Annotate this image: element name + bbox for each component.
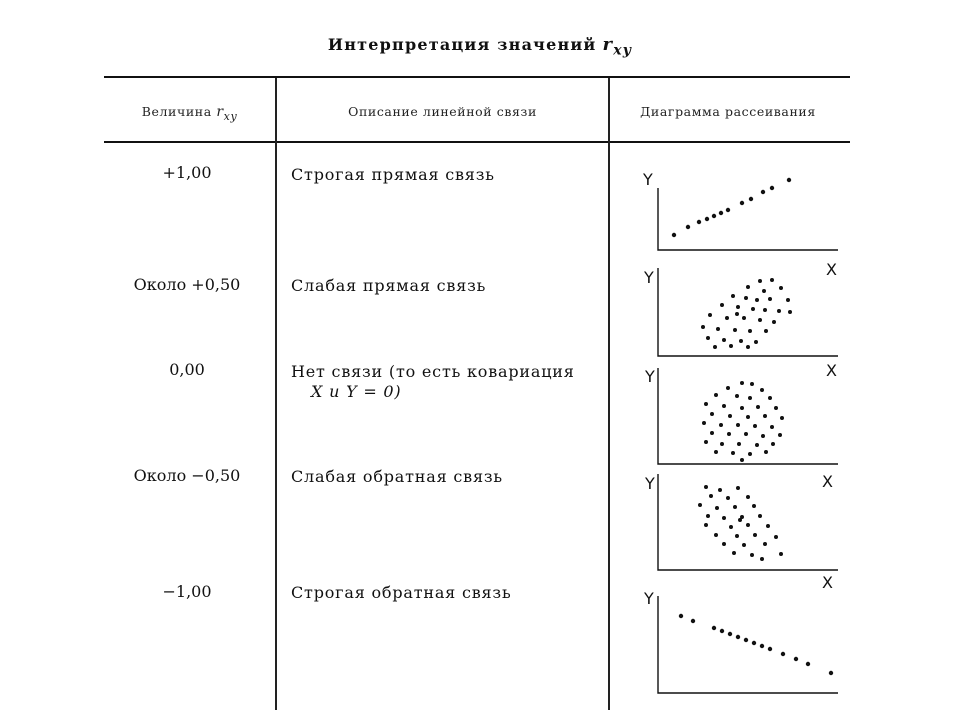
plot-3-point-10 <box>722 404 726 408</box>
plot-3-point-13 <box>774 406 778 410</box>
plot-3-point-21 <box>736 423 740 427</box>
plot-2-point-23 <box>733 328 737 332</box>
plot-3-point-7 <box>748 396 752 400</box>
plot-4-axes <box>658 474 838 570</box>
plot-4-point-25 <box>763 542 767 546</box>
plot-5-point-3 <box>712 626 716 630</box>
plot-4-point-4 <box>709 494 713 498</box>
plot-2-point-29 <box>754 340 758 344</box>
plot-4-point-26 <box>732 551 736 555</box>
plot-2-point-27 <box>722 338 726 342</box>
plot-3-point-2 <box>750 382 754 386</box>
plot-2-y-label: Y <box>644 268 654 287</box>
plot-3-point-26 <box>744 432 748 436</box>
plot-4-point-3 <box>736 486 740 490</box>
plot-2-point-13 <box>751 307 755 311</box>
row-value-2: Около +0,50 <box>133 275 241 294</box>
plot-3-point-24 <box>710 431 714 435</box>
row-description-5: Строгая обратная связь <box>291 583 512 602</box>
plot-4-point-10 <box>752 504 756 508</box>
plot-3-y-label: Y <box>645 367 655 386</box>
plot-3-point-32 <box>755 443 759 447</box>
plot-4-point-17 <box>746 523 750 527</box>
plot-4-point-22 <box>774 535 778 539</box>
plot-3-point-17 <box>763 414 767 418</box>
plot-2-point-18 <box>742 316 746 320</box>
plot-4-point-9 <box>733 505 737 509</box>
plot-5-point-9 <box>760 644 764 648</box>
plot-3-point-23 <box>770 425 774 429</box>
plot-4-point-18 <box>766 524 770 528</box>
plot-3-point-6 <box>735 394 739 398</box>
rxy-symbol: $r_{xy}$ <box>602 34 633 59</box>
plot-2-point-32 <box>746 345 750 349</box>
plot-1-point-4 <box>705 217 709 221</box>
plot-4-point-11 <box>706 514 710 518</box>
plot-3-point-16 <box>746 415 750 419</box>
plot-5-point-6 <box>736 635 740 639</box>
plot-3-point-37 <box>764 450 768 454</box>
plot-2-point-26 <box>706 336 710 340</box>
plot-4-point-16 <box>729 525 733 529</box>
plot-1-point-2 <box>686 225 690 229</box>
header-description: Описание линейной связи <box>348 104 537 119</box>
plot-2-point-19 <box>758 318 762 322</box>
plot-3-point-19 <box>702 421 706 425</box>
plot-4-point-6 <box>746 495 750 499</box>
plot-5-point-4 <box>720 629 724 633</box>
plot-1-point-12 <box>787 178 791 182</box>
plot-4-point-19 <box>714 533 718 537</box>
plot-1-points <box>672 178 791 237</box>
plot-5-point-10 <box>768 647 772 651</box>
plot-4-point-24 <box>742 543 746 547</box>
plot-4-point-5 <box>726 496 730 500</box>
plot-4-point-30 <box>738 518 742 522</box>
plot-4-y-label: Y <box>645 474 655 493</box>
plot-4-point-23 <box>722 542 726 546</box>
plot-2-point-1 <box>758 279 762 283</box>
plot-4-point-8 <box>715 506 719 510</box>
plot-2-point-10 <box>786 298 790 302</box>
axis-labels <box>642 170 837 608</box>
plot-5-point-12 <box>794 657 798 661</box>
plot-3-point-31 <box>737 442 741 446</box>
plot-4-points <box>698 485 783 561</box>
plot-5-point-2 <box>691 619 695 623</box>
plot-3-point-5 <box>714 393 718 397</box>
plot-2-point-34 <box>788 310 792 314</box>
plot-3-point-34 <box>714 450 718 454</box>
plot-2-point-17 <box>725 316 729 320</box>
plot-4-point-14 <box>758 514 762 518</box>
plot-2-point-24 <box>748 329 752 333</box>
plot-4-point-15 <box>704 523 708 527</box>
plot-1-point-5 <box>712 214 716 218</box>
plot-3-point-28 <box>778 433 782 437</box>
plot-2-point-20 <box>772 320 776 324</box>
plot-3-point-18 <box>780 416 784 420</box>
plot-5-y-label: Y <box>644 589 654 608</box>
plot-1-point-9 <box>749 197 753 201</box>
plot-2-axes <box>658 268 838 356</box>
plot-4-point-2 <box>718 488 722 492</box>
plot-1-point-11 <box>770 186 774 190</box>
plot-5-point-11 <box>781 652 785 656</box>
plot-4-point-27 <box>750 553 754 557</box>
plot-1-point-10 <box>761 190 765 194</box>
row-description-4: Слабая обратная связь <box>291 467 503 486</box>
plot-4-point-12 <box>722 516 726 520</box>
row-value-4: Около −0,50 <box>133 466 241 485</box>
row-description-3: Нет связи (то есть ковариация X и Y = 0) <box>291 362 575 401</box>
plot-3-point-15 <box>728 414 732 418</box>
plot-2-point-3 <box>746 285 750 289</box>
plot-2-point-22 <box>716 327 720 331</box>
plot-2-x-label: X <box>826 361 837 380</box>
plot-3-x-label: X <box>822 472 833 491</box>
plot-3-point-22 <box>753 424 757 428</box>
row-value-5: −1,00 <box>162 582 212 601</box>
plot-4-point-7 <box>698 503 702 507</box>
plot-3-point-12 <box>756 405 760 409</box>
plot-5-point-8 <box>752 641 756 645</box>
plot-3-point-36 <box>748 452 752 456</box>
plot-4-x-label: X <box>822 573 833 592</box>
plot-2-point-28 <box>739 339 743 343</box>
plot-3-point-11 <box>740 406 744 410</box>
plot-3-point-25 <box>727 432 731 436</box>
plot-2-point-25 <box>764 329 768 333</box>
plot-4-point-1 <box>704 485 708 489</box>
row-value-3: 0,00 <box>169 360 205 379</box>
plot-3-point-14 <box>710 412 714 416</box>
plot-2-point-2 <box>770 278 774 282</box>
plot-2-point-5 <box>779 286 783 290</box>
plot-1-point-1 <box>672 233 676 237</box>
plot-1-point-6 <box>719 211 723 215</box>
plot-1-axes <box>658 188 838 250</box>
plot-2-point-4 <box>762 289 766 293</box>
header-diagram: Диаграмма рассеивания <box>640 104 816 119</box>
plot-1-point-8 <box>740 201 744 205</box>
plot-3-point-20 <box>719 423 723 427</box>
plot-5-point-1 <box>679 614 683 618</box>
plot-4-point-21 <box>753 533 757 537</box>
plot-3-point-30 <box>720 442 724 446</box>
plot-3-point-8 <box>768 396 772 400</box>
plot-2-point-30 <box>713 345 717 349</box>
table-title-text: Интерпретация значений <box>327 35 597 54</box>
row-value-1: +1,00 <box>162 163 212 182</box>
plot-5-axes <box>658 596 838 693</box>
plot-2-point-15 <box>777 309 781 313</box>
plot-4-point-20 <box>735 534 739 538</box>
plot-axes <box>658 188 838 693</box>
plot-1-x-label: X <box>826 260 837 279</box>
plot-4-point-28 <box>779 552 783 556</box>
plot-2-point-12 <box>736 305 740 309</box>
plot-2-point-9 <box>768 297 772 301</box>
plot-4-point-29 <box>760 557 764 561</box>
plot-3-point-9 <box>704 402 708 406</box>
plot-1-point-7 <box>726 208 730 212</box>
plot-3-point-35 <box>731 451 735 455</box>
plot-3-point-4 <box>760 388 764 392</box>
row-description-2: Слабая прямая связь <box>291 276 487 295</box>
plot-2-point-16 <box>708 313 712 317</box>
plot-2-point-6 <box>731 294 735 298</box>
plot-1-point-3 <box>697 220 701 224</box>
plot-3-point-38 <box>740 458 744 462</box>
plot-5-point-7 <box>744 638 748 642</box>
plot-2-point-33 <box>735 312 739 316</box>
plot-5-point-13 <box>806 662 810 666</box>
plot-3-point-1 <box>740 381 744 385</box>
plot-5-points <box>679 614 833 675</box>
plot-3-point-33 <box>771 442 775 446</box>
header-value: Величина $r_{xy}$ <box>141 104 238 123</box>
plot-2-point-21 <box>701 325 705 329</box>
plot-5-point-14 <box>829 671 833 675</box>
plot-2-points <box>701 278 792 349</box>
plot-2-point-7 <box>744 296 748 300</box>
plot-5-point-5 <box>728 632 732 636</box>
plot-2-point-11 <box>720 303 724 307</box>
plot-3-point-27 <box>761 434 765 438</box>
plot-2-point-31 <box>729 344 733 348</box>
plot-2-point-8 <box>755 298 759 302</box>
plot-2-point-14 <box>763 308 767 312</box>
plot-3-point-29 <box>704 440 708 444</box>
plot-3-points <box>702 381 784 462</box>
plot-3-point-3 <box>726 386 730 390</box>
plot-1-y-label: Y <box>643 170 653 189</box>
row-description-1: Строгая прямая связь <box>291 165 495 184</box>
